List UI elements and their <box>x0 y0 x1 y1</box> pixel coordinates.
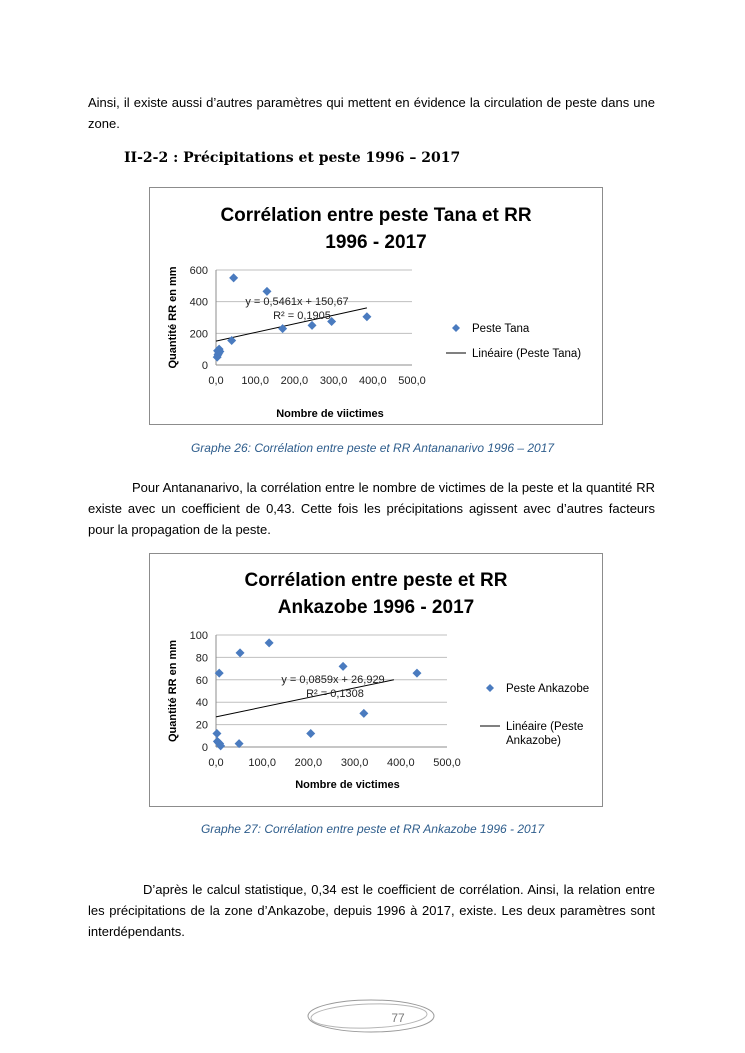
y-tick-label: 400 <box>189 296 208 309</box>
y-tick-label: 20 <box>195 719 208 732</box>
caption-graphe-26: Graphe 26: Corrélation entre peste et RR Antananarivo 1996 – 2017 <box>190 441 555 455</box>
data-point <box>362 312 371 321</box>
data-point <box>212 729 221 738</box>
y-tick-label: 100 <box>189 630 208 642</box>
y-axis-label: Quantité RR en mm <box>167 639 179 743</box>
chart-title-line: 1996 - 2017 <box>325 232 427 253</box>
x-tick-label: 0,0 <box>208 757 224 769</box>
legend-label-series: Peste Tana <box>472 323 530 335</box>
legend-label-trendline: Linéaire (Peste Tana) <box>472 348 582 360</box>
legend-marker-series <box>486 684 494 692</box>
data-point <box>339 662 348 671</box>
legend-label-trendline: Linéaire (Peste <box>506 721 584 733</box>
y-tick-label: 80 <box>195 652 208 665</box>
x-tick-label: 400,0 <box>359 375 387 387</box>
legend-marker-series <box>452 324 460 332</box>
page-number-ornament <box>306 998 436 1034</box>
trendline-equation: y = 0,5461x + 150,67 <box>245 296 349 308</box>
x-tick-label: 100,0 <box>248 757 276 769</box>
x-tick-label: 0,0 <box>208 375 224 387</box>
data-point <box>306 729 315 738</box>
legend-label-series: Peste Ankazobe <box>506 683 590 695</box>
chart-ankazobe-svg <box>150 554 602 806</box>
chart-ankazobe <box>149 553 603 807</box>
trendline-equation: y = 0,0859x + 26,929 <box>281 674 385 686</box>
x-tick-label: 300,0 <box>319 375 348 387</box>
y-tick-label: 0 <box>201 360 208 372</box>
section-heading: II-2-2 : Précipitations et peste 1996 – 2017 <box>124 150 461 166</box>
x-axis-label: Nombre de viictimes <box>276 408 384 420</box>
x-tick-label: 500,0 <box>398 375 426 387</box>
data-point <box>308 321 317 330</box>
x-tick-label: 200,0 <box>294 757 323 769</box>
data-point <box>265 638 274 647</box>
data-point <box>229 273 238 282</box>
paragraph-antananarivo: Pour Antananarivo, la corrélation entre le nombre de victimes de la peste et la quantité RR existe avec un coefficient de 0,43. Cette fois les précipitations agissent avec d’autres facteurs pour la propagation de la peste. <box>88 480 655 537</box>
chart-title-line: Corrélation entre peste Tana et RR <box>220 205 532 226</box>
intro-paragraph: Ainsi, il existe aussi d’autres paramètres qui mettent en évidence la circulation de peste dans une zone. <box>88 95 655 131</box>
x-tick-label: 300,0 <box>340 757 369 769</box>
page-number: 77 <box>391 1011 405 1025</box>
y-tick-label: 0 <box>201 742 208 754</box>
y-tick-label: 40 <box>195 697 208 710</box>
x-tick-label: 200,0 <box>280 375 309 387</box>
chart-title-line: Corrélation entre peste et RR <box>244 570 508 591</box>
chart-tana <box>149 187 603 425</box>
paragraph-ankazobe: D’après le calcul statistique, 0,34 est le coefficient de corrélation. Ainsi, la relation entre les précipitations de la zone d’Ankazobe, depuis 1996 à 2017, existe. Les deux paramètres sont interdépendants. <box>88 882 655 939</box>
x-tick-label: 100,0 <box>241 375 269 387</box>
trendline-r2: R² = 0,1905 <box>273 310 331 322</box>
data-point <box>359 709 368 718</box>
chart-tana-svg <box>150 188 602 424</box>
data-point <box>236 648 245 657</box>
y-axis-label: Quantité RR en mm <box>167 266 179 369</box>
x-axis-label: Nombre de victimes <box>295 779 400 791</box>
caption-graphe-27: Graphe 27: Corrélation entre peste et RR Ankazobe 1996 - 2017 <box>200 822 545 836</box>
x-tick-label: 400,0 <box>387 757 415 769</box>
data-point <box>412 669 421 678</box>
x-tick-label: 500,0 <box>433 757 461 769</box>
data-point <box>262 287 271 296</box>
y-tick-label: 200 <box>189 328 208 341</box>
chart-title-line: Ankazobe 1996 - 2017 <box>277 597 475 618</box>
legend-label-trendline: Ankazobe) <box>506 735 561 747</box>
y-tick-label: 60 <box>195 674 208 687</box>
trendline-r2: R² = 0,1308 <box>306 688 364 700</box>
y-tick-label: 600 <box>189 265 208 277</box>
